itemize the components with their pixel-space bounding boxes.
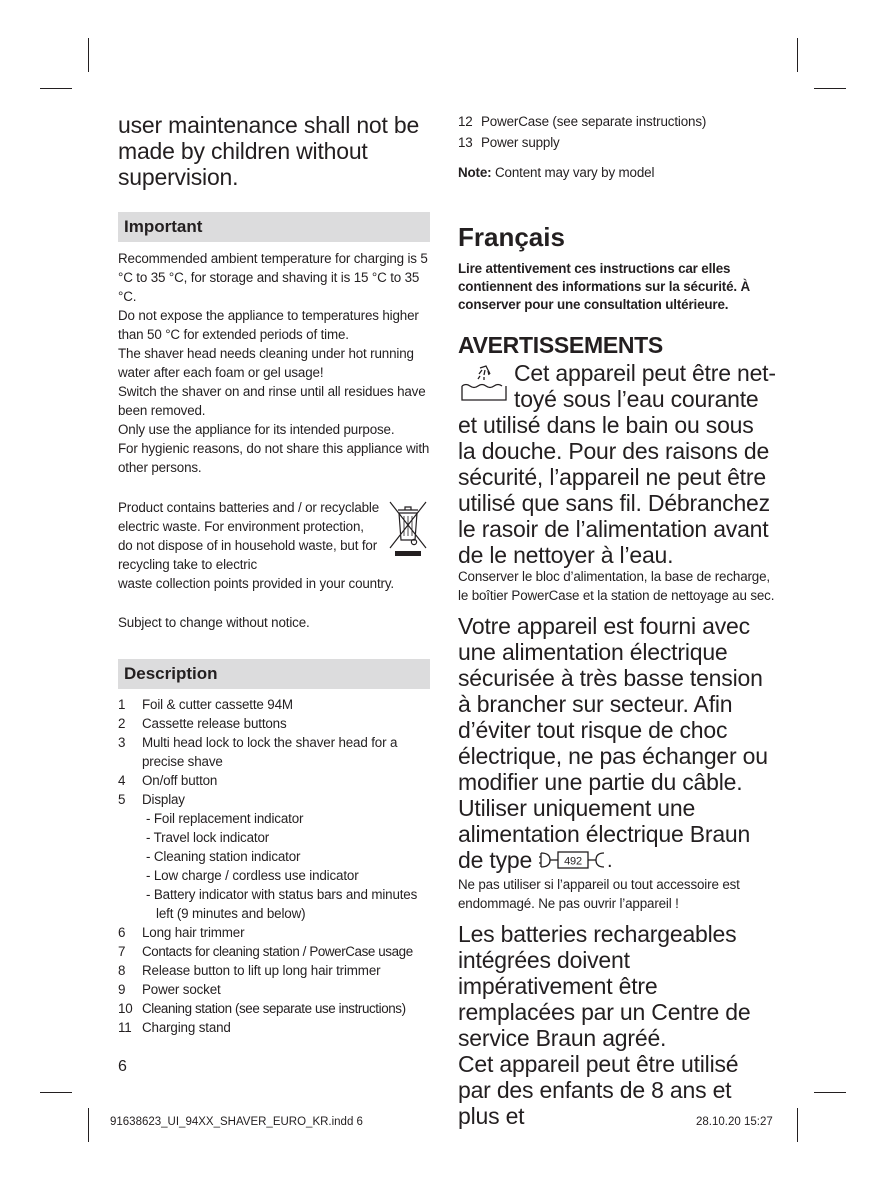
small-note: Conserver le bloc d’alimentation, la base de recharge, le boîtier PowerCase et la station de nettoyage au sec. bbox=[458, 569, 775, 603]
list-item: 12 PowerCase (see separate instructions) bbox=[458, 114, 707, 129]
recycling-last-line: waste collection points provided in your country. bbox=[118, 576, 394, 591]
left-column bbox=[118, 112, 430, 1037]
warning-paragraph: Les batteries rechargeables intégrées doivent impérativement être remplacées par un Centre de service Braun agréé. bbox=[458, 921, 751, 1051]
list-item: 13 Power supply bbox=[458, 134, 560, 150]
change-notice: Subject to change without notice. bbox=[118, 615, 310, 630]
crop-mark bbox=[814, 88, 846, 89]
note-label: Note: bbox=[458, 165, 492, 180]
shower-wash-icon bbox=[458, 362, 510, 410]
list-item: 7 Contacts for cleaning station / PowerCase usage bbox=[118, 944, 413, 959]
note bbox=[458, 163, 776, 182]
right-column bbox=[458, 112, 776, 1129]
important-list bbox=[118, 249, 430, 477]
display-sublist bbox=[142, 809, 430, 923]
small-note: Ne pas utiliser si l’appareil ou tout accessoire est endommagé. Ne pas ouvrir l’appareil ! bbox=[458, 877, 740, 911]
list-item: 3 Multi head lock to lock the shaver head for a precise shave bbox=[118, 735, 398, 769]
footer-date: 28.10.20 15:27 bbox=[696, 1116, 773, 1128]
list-item: 8 Release button to lift up long hair trimmer bbox=[118, 963, 381, 978]
list-item: 5 Display - Foil replacement indicator - Travel lock indicator - Cleaning station indicator - Low charge / cordless use indicator - Battery indicator with status bars and minutes left (9 minutes and below) bbox=[118, 790, 430, 923]
svg-text:492: 492 bbox=[564, 855, 583, 868]
warning-paragraph: Cet appareil peut être utilisé par des enfants de 8 ans et plus et bbox=[458, 1051, 739, 1129]
crop-mark bbox=[88, 38, 89, 72]
warnings-title: AVERTISSEMENTS bbox=[458, 332, 663, 358]
display-subitem: - Battery indicator with status bars and minutes left (9 minutes and below) bbox=[146, 887, 418, 921]
description-list bbox=[118, 695, 430, 1037]
power-plug-type-icon bbox=[538, 849, 618, 876]
page-number: 6 bbox=[118, 1058, 127, 1075]
crossed-out-wheelie-bin-icon bbox=[386, 498, 430, 574]
warning-paragraph: Votre appareil est fourni avec une alimentation électrique sécurisée à très basse tension à brancher sur secteur. Afin d’éviter tout risque de choc électrique, ne pas échanger ou modifier une partie du câble. Utiliser uniquement une alimentation électrique Braun de type 492 . bbox=[458, 613, 776, 876]
description-list-continued bbox=[458, 112, 776, 153]
display-subitem: - Foil replacement indicator bbox=[146, 811, 304, 826]
list-item: 2 Cassette release buttons bbox=[118, 716, 287, 731]
list-item: 1 Foil & cutter cassette 94M bbox=[118, 697, 293, 712]
crop-mark bbox=[814, 1092, 846, 1093]
important-line: For hygienic reasons, do not share this appliance with other persons. bbox=[118, 441, 430, 475]
crop-mark bbox=[797, 38, 798, 72]
list-item: 11 Charging stand bbox=[118, 1020, 231, 1035]
crop-mark bbox=[797, 1108, 798, 1142]
list-item: 9 Power socket bbox=[118, 982, 221, 997]
important-heading: Important bbox=[118, 212, 430, 242]
intro-text: Lire attentivement ces instructions car elles contiennent des informations sur la sécurité. À conserver pour une consultation ultérieure. bbox=[458, 261, 751, 312]
list-item: 10 Cleaning station (see separate use instructions) bbox=[118, 1001, 406, 1016]
description-heading: Description bbox=[118, 659, 430, 689]
crop-mark bbox=[40, 88, 72, 89]
crop-mark bbox=[40, 1092, 72, 1093]
recycling-notice bbox=[118, 498, 430, 593]
important-line: Switch the shaver on and rinse until all residues have been removed. bbox=[118, 384, 426, 418]
display-subitem: - Cleaning station indicator bbox=[146, 849, 301, 864]
warning-paragraph: Cet appareil peut être net-toyé sous l’eau courante et utilisé dans le bain ou sous la douche. Pour des raisons de sécurité, l’appareil ne peut être utilisé que sans fil. Débranchez le rasoir de l’alimentation avant de le nettoyer à l’eau. bbox=[458, 360, 776, 568]
language-title: Français bbox=[458, 222, 565, 252]
continuation-text: user maintenance shall not be made by children without supervision. bbox=[118, 112, 420, 190]
svg-text:.: . bbox=[607, 850, 613, 871]
list-item: 6 Long hair trimmer bbox=[118, 925, 245, 940]
crop-mark bbox=[88, 1108, 89, 1142]
note-text: Content may vary by model bbox=[491, 165, 655, 180]
footer-file-name: 91638623_UI_94XX_SHAVER_EURO_KR.indd 6 bbox=[110, 1116, 363, 1128]
recycling-text: Product contains batteries and / or recyclable electric waste. For environment protection, do not dispose of in household waste, but for recycling take to electric bbox=[118, 500, 380, 572]
important-line: Recommended ambient temperature for charging is 5 °C to 35 °C, for storage and shaving it is 15 °C to 35 °C. bbox=[118, 251, 428, 304]
display-subitem: - Travel lock indicator bbox=[146, 830, 270, 845]
list-item: 4 On/off button bbox=[118, 773, 218, 788]
important-line: Only use the appliance for its intended purpose. bbox=[118, 422, 395, 437]
important-line: The shaver head needs cleaning under hot running water after each foam or gel usage! bbox=[118, 346, 414, 380]
important-line: Do not expose the appliance to temperatures higher than 50 °C for extended periods of time. bbox=[118, 308, 419, 342]
display-subitem: - Low charge / cordless use indicator bbox=[146, 868, 359, 883]
